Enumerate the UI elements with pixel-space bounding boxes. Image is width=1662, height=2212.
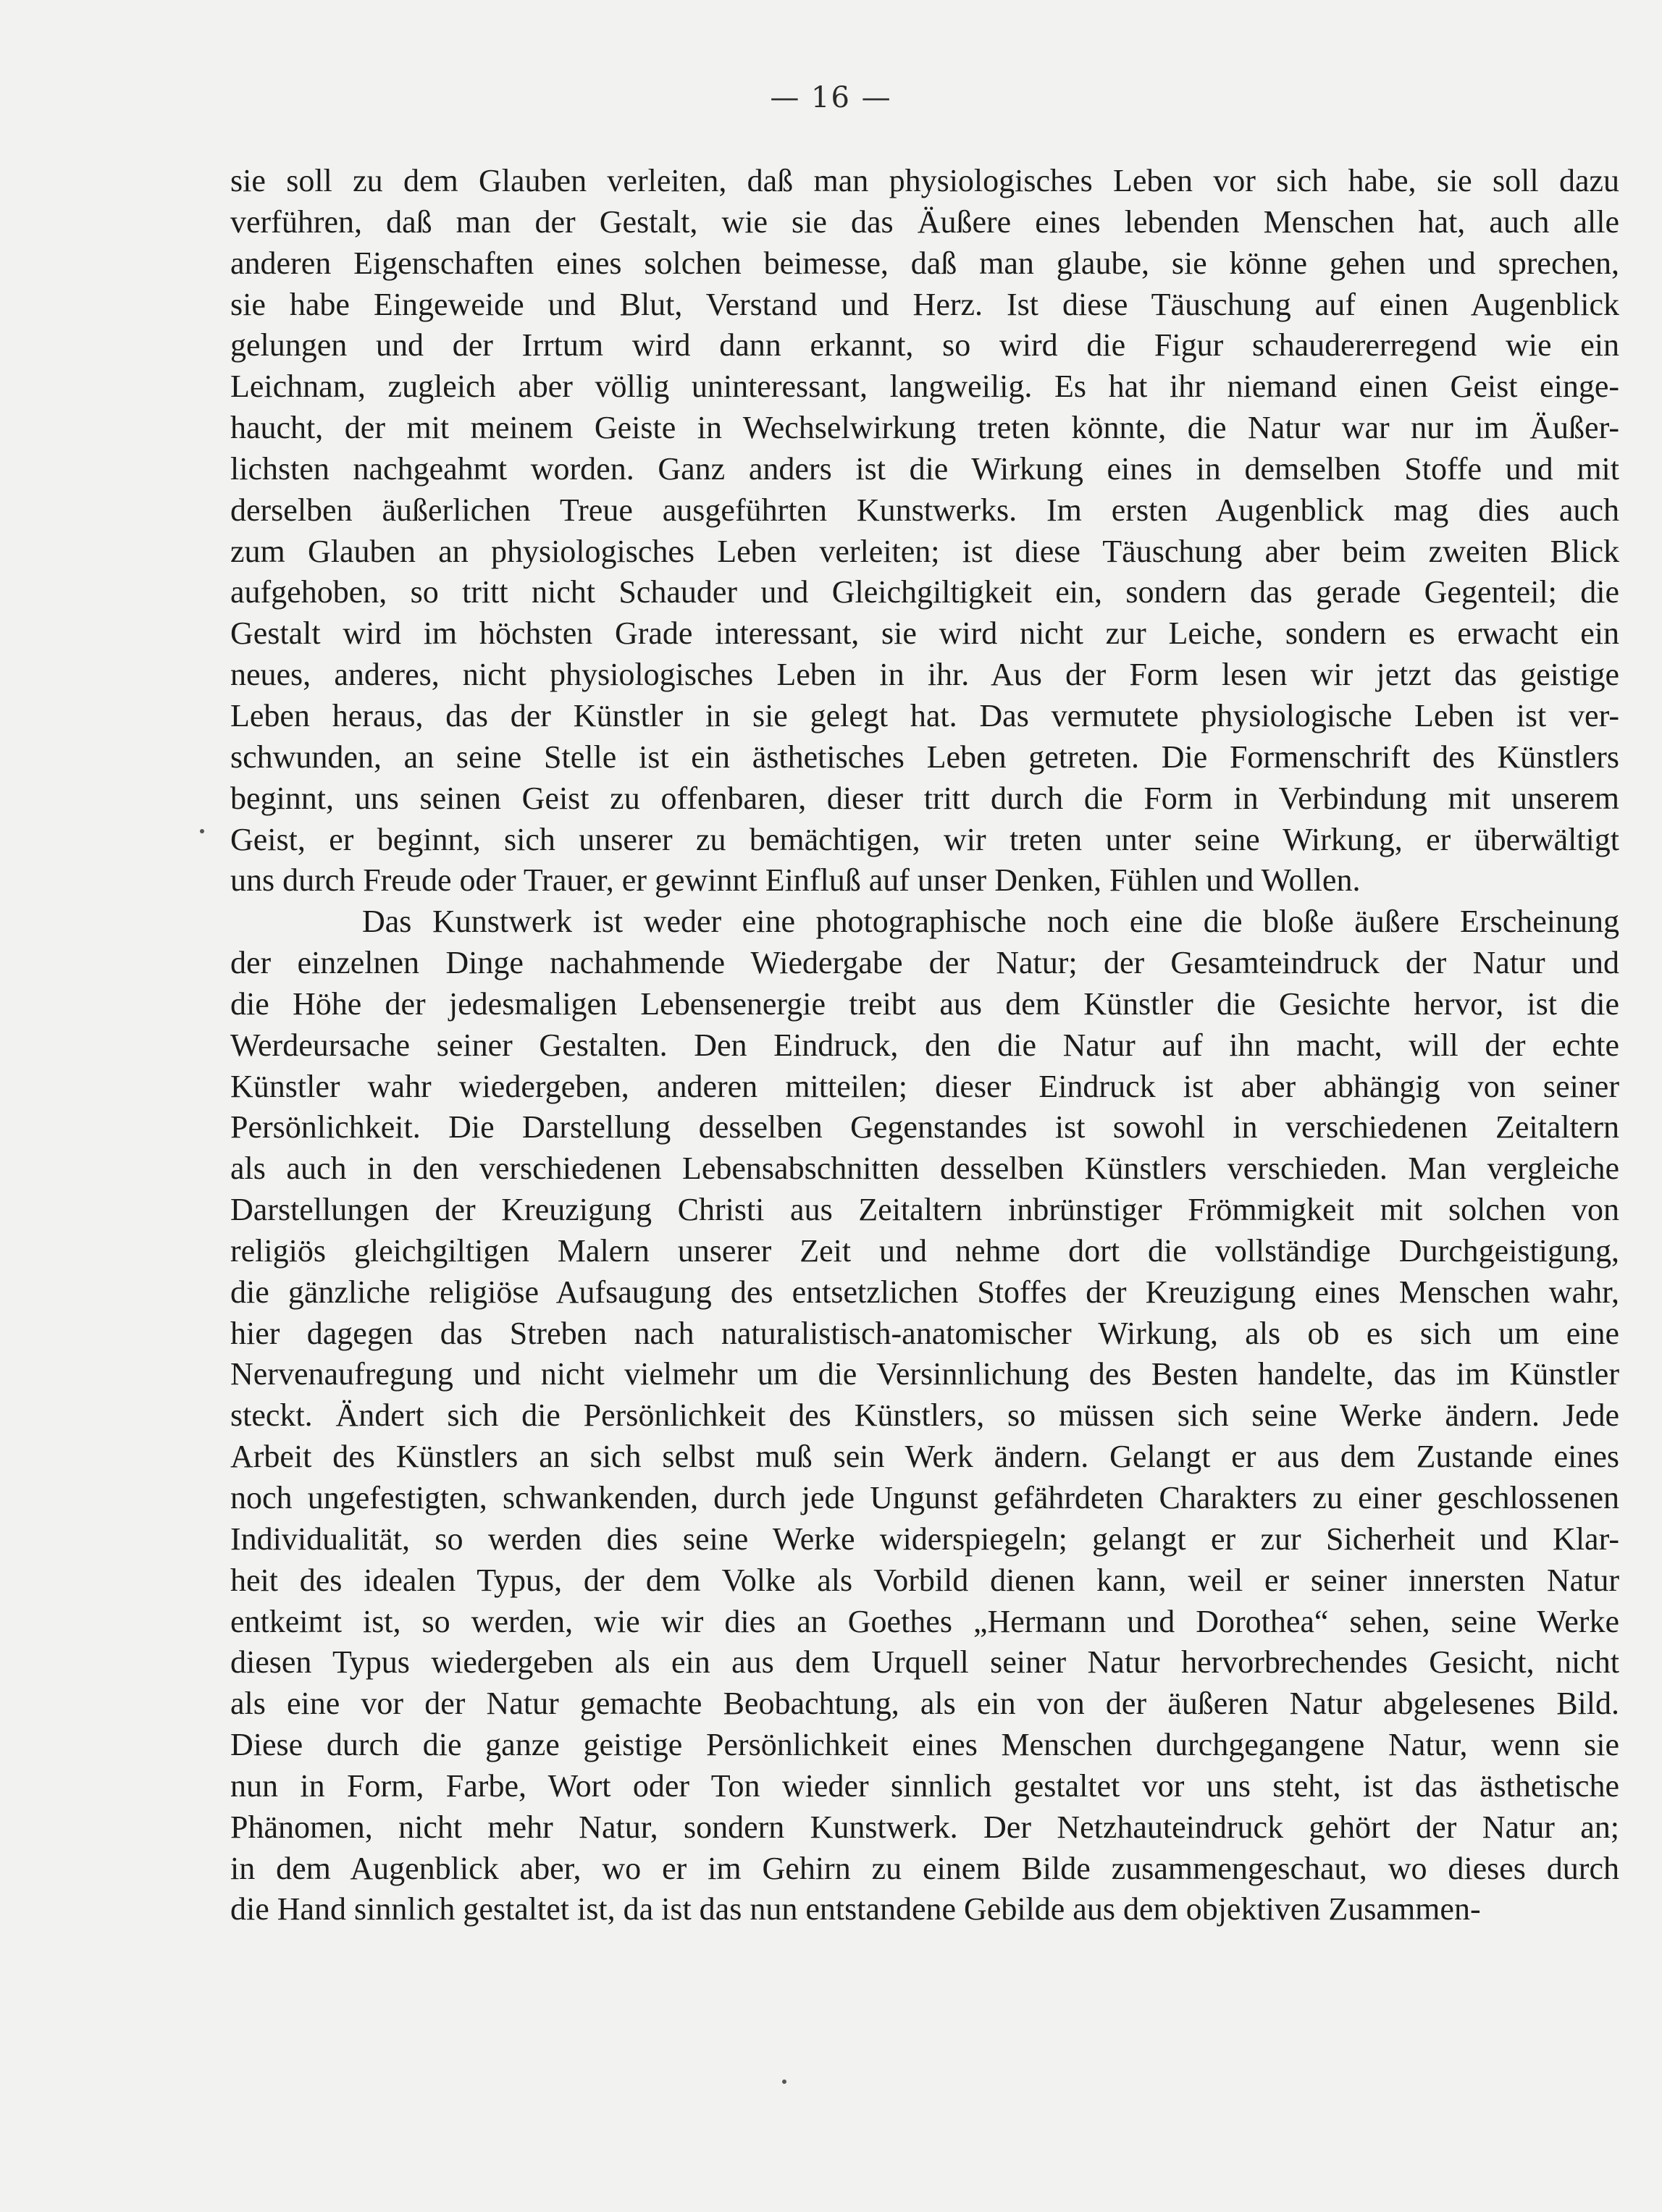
paragraph-2 (230, 901, 1619, 1930)
text-line: anderen Eigenschaften eines solchen beimesse, daß man glaube, sie könne gehen und sprechen, (230, 245, 1619, 281)
text-line: haucht, der mit meinem Geiste in Wechselwirkung treten könnte, die Natur war nur im Äußer- (230, 410, 1619, 446)
text-line: als auch in den verschiedenen Lebensabschnitten desselben Künstlers verschieden. Man vergleiche (230, 1151, 1619, 1187)
text-line: diesen Typus wiedergeben als ein aus dem Urquell seiner Natur hervorbrechendes Gesicht, nicht (230, 1644, 1619, 1681)
print-speck (200, 829, 204, 833)
text-line: Phänomen, nicht mehr Natur, sondern Kunstwerk. Der Netzhauteindruck gehört der Natur an; (230, 1809, 1619, 1845)
text-line: zum Glauben an physiologisches Leben verleiten; ist diese Täuschung aber beim zweiten Blick (230, 533, 1619, 569)
text-line: die Höhe der jedesmaligen Lebensenergie treibt aus dem Künstler die Gesichte hervor, ist die (230, 985, 1619, 1022)
text-line: Künstler wahr wiedergeben, anderen mitteilen; dieser Eindruck ist aber abhängig von seiner (230, 1068, 1619, 1104)
text-line: Leben heraus, das der Künstler in sie gelegt hat. Das vermutete physiologische Leben ist ver- (230, 697, 1619, 733)
text-line: steckt. Ändert sich die Persönlichkeit des Künstlers, so müssen sich seine Werke ändern. Jede (230, 1397, 1619, 1434)
text-line: Persönlichkeit. Die Darstellung desselben Gegenstandes ist sowohl in verschiedenen Zeitaltern (230, 1109, 1619, 1145)
print-speck (782, 2079, 786, 2084)
text-line: lichsten nachgeahmt worden. Ganz anders ist die Wirkung eines in demselben Stoffe und mit (230, 450, 1619, 487)
text-line: schwunden, an seine Stelle ist ein ästhetisches Leben getreten. Die Formenschrift des Künstlers (230, 739, 1619, 775)
text-line: Leichnam, zugleich aber völlig uninteressant, langweilig. Es hat ihr niemand einen Geist einge- (230, 369, 1619, 405)
text-line: gelungen und der Irrtum wird dann erkannt, so wird die Figur schaudererregend wie ein (230, 327, 1619, 363)
text-line: sie soll zu dem Glauben verleiten, daß man physiologisches Leben vor sich habe, sie soll dazu (230, 163, 1619, 198)
text-line: als eine vor der Natur gemachte Beobachtung, als ein von der äußeren Natur abgelesenes Bild. (230, 1686, 1619, 1722)
text-line: verführen, daß man der Gestalt, wie sie das Äußere eines lebenden Menschen hat, auch alle (230, 203, 1619, 240)
text-line: sie habe Eingeweide und Blut, Verstand und Herz. Ist diese Täuschung auf einen Augenblick (230, 286, 1619, 322)
text-line: beginnt, uns seinen Geist zu offenbaren, dieser tritt durch die Form in Verbindung mit unserem (230, 780, 1619, 816)
text-line: neues, anderes, nicht physiologisches Leben in ihr. Aus der Form lesen wir jetzt das geistige (230, 657, 1619, 693)
text-line: nun in Form, Farbe, Wort oder Ton wieder sinnlich gestaltet vor uns steht, ist das ästhetische (230, 1767, 1619, 1804)
text-line: aufgehoben, so tritt nicht Schauder und Gleichgiltigkeit ein, sondern das gerade Gegenteil; die (230, 574, 1619, 610)
text-line: religiös gleichgiltigen Malern unserer Zeit und nehme dort die vollständige Durchgeistigung, (230, 1232, 1619, 1269)
text-line: Darstellungen der Kreuzigung Christi aus Zeitaltern inbrünstiger Frömmigkeit mit solchen von (230, 1192, 1619, 1228)
text-line: in dem Augenblick aber, wo er im Gehirn zu einem Bilde zusammengeschaut, wo dieses durch (230, 1850, 1619, 1886)
text-line: die Hand sinnlich gestaltet ist, da ist das nun entstandene Gebilde aus dem objektiven Zusammen- (230, 1891, 1481, 1927)
text-line: Werdeursache seiner Gestalten. Den Eindruck, den die Natur auf ihn macht, will der echte (230, 1027, 1619, 1063)
text-line: derselben äußerlichen Treue ausgeführten Kunstwerks. Im ersten Augenblick mag dies auch (230, 492, 1619, 528)
text-line: Nervenaufregung und nicht vielmehr um die Versinnlichung des Besten handelte, das im Künstler (230, 1356, 1619, 1392)
paragraph-1 (230, 161, 1619, 901)
text-line: hier dagegen das Streben nach naturalistisch-anatomischer Wirkung, als ob es sich um eine (230, 1315, 1619, 1351)
text-line: Diese durch die ganze geistige Persönlichkeit eines Menschen durchgegangene Natur, wenn sie (230, 1727, 1619, 1763)
body-text (230, 161, 1619, 1930)
text-line: die gänzliche religiöse Aufsaugung des entsetzlichen Stoffes der Kreuzigung eines Menschen wahr, (230, 1274, 1619, 1310)
text-line: der einzelnen Dinge nachahmende Wiedergabe der Natur; der Gesamteindruck der Natur und (230, 945, 1619, 981)
page-number: — 16 — (770, 81, 892, 114)
text-line: noch ungefestigten, schwankenden, durch jede Ungunst gefährdeten Charakters zu einer geschlossenen (230, 1480, 1619, 1515)
text-line: Individualität, so werden dies seine Werke widerspiegeln; gelangt er zur Sicherheit und Klar- (230, 1521, 1619, 1557)
text-line: Das Kunstwerk ist weder eine photographische noch eine die bloße äußere Erscheinung (362, 904, 1619, 940)
text-line: Gestalt wird im höchsten Grade interessant, sie wird nicht zur Leiche, sondern es erwacht ein (230, 615, 1619, 652)
text-line: Arbeit des Künstlers an sich selbst muß sein Werk ändern. Gelangt er aus dem Zustande eines (230, 1439, 1619, 1475)
text-line: uns durch Freude oder Trauer, er gewinnt Einfluß auf unser Denken, Fühlen und Wollen. (230, 862, 1361, 899)
text-line: entkeimt ist, so werden, wie wir dies an Goethes „Hermann und Dorothea“ sehen, seine Werke (230, 1603, 1619, 1639)
text-line: heit des idealen Typus, der dem Volke als Vorbild dienen kann, weil er seiner innersten Natur (230, 1562, 1619, 1598)
text-line: Geist, er beginnt, sich unserer zu bemächtigen, wir treten unter seine Wirkung, er überwältigt (230, 821, 1619, 857)
